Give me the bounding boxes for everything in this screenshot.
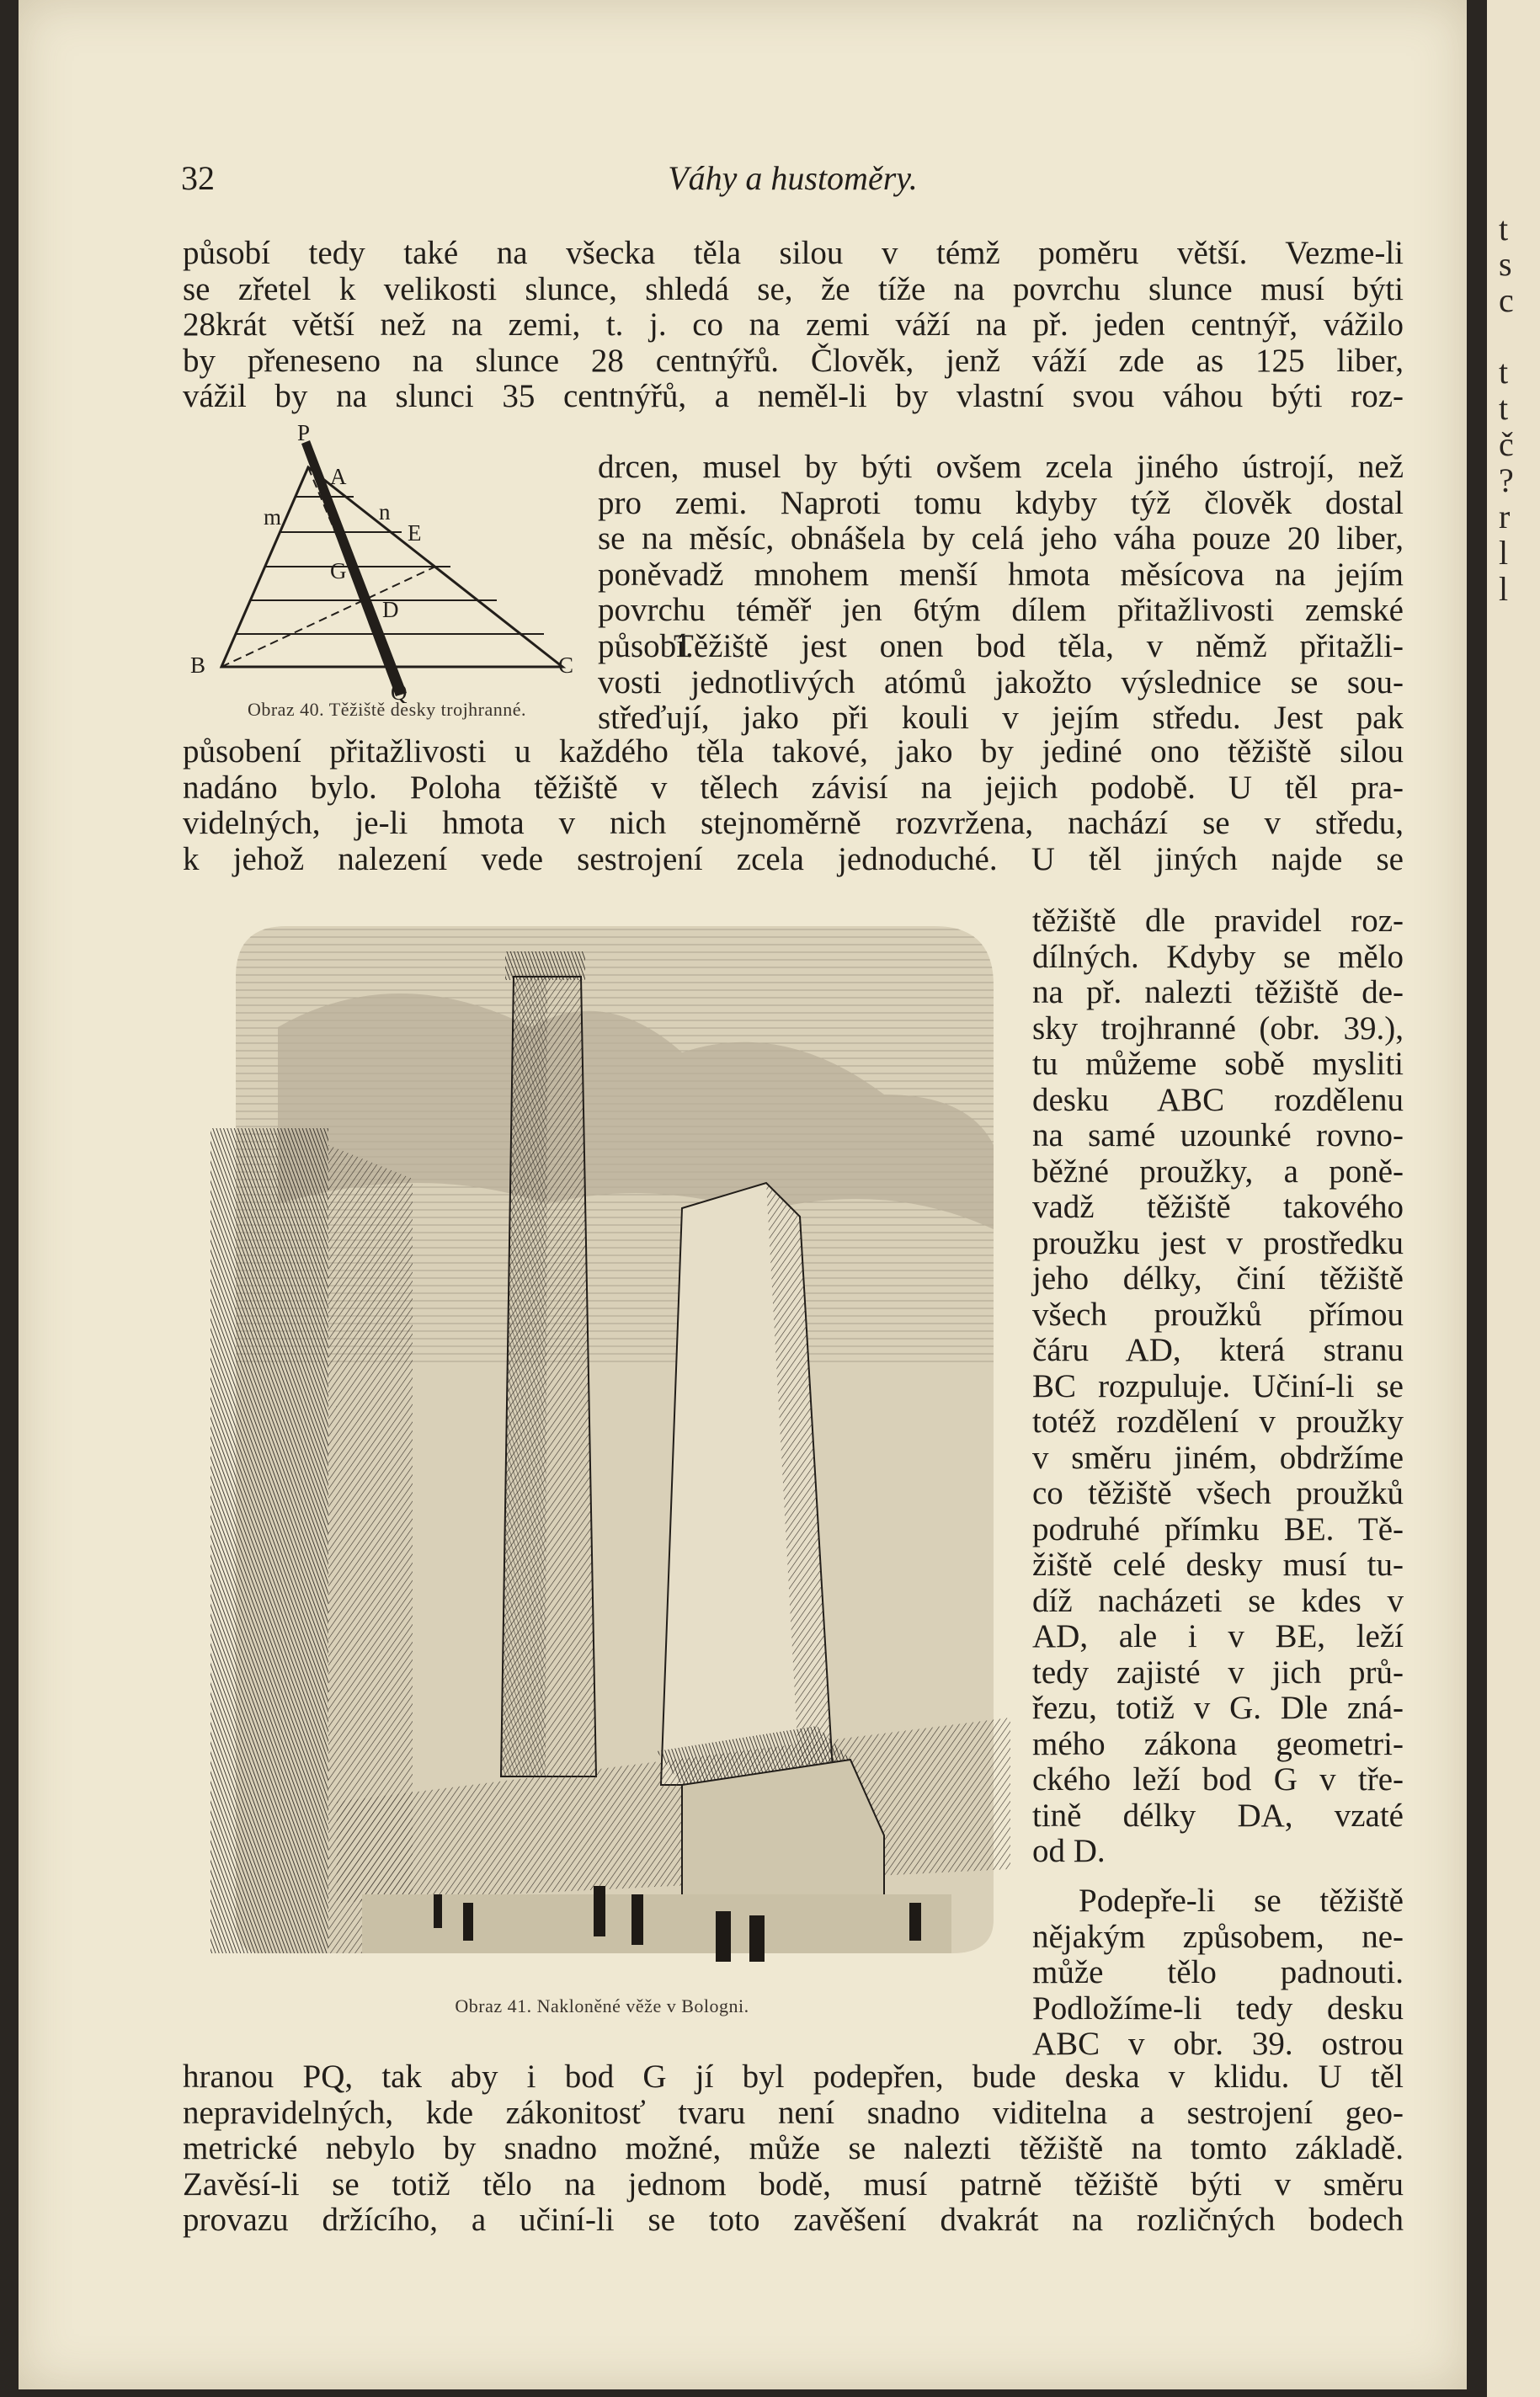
text-line: díž nacházeti se kdes v xyxy=(1032,1582,1404,1619)
text-line: proužku jest v prostředku xyxy=(1032,1224,1404,1261)
text-line: řezu, totiž v G. Dle zná- xyxy=(1032,1690,1404,1726)
text-line: může tělo padnouti. xyxy=(1032,1954,1404,1990)
facing-page-fragment: c xyxy=(1499,281,1514,319)
paragraph xyxy=(183,2059,1404,2239)
label-b: B xyxy=(190,653,206,678)
text-line: BC rozpuluje. Učiní-li se xyxy=(1032,1367,1404,1404)
text-line: Podepře-li se těžiště xyxy=(1079,1883,1404,1919)
text-line: se na měsíc, obnášela by celá jeho váha pouze 20 liber, xyxy=(598,520,1404,557)
label-e: E xyxy=(408,520,422,546)
facing-page-fragment: ? xyxy=(1499,461,1514,499)
text-line: drcen, musel by býti ovšem zcela jiného ústrojí, než xyxy=(598,449,1404,485)
paragraph xyxy=(183,734,1404,877)
tower-top xyxy=(505,951,585,980)
text-line: nadáno bylo. Poloha těžiště v tělech závisí na jejich podobě. U těl pra- xyxy=(183,769,1404,806)
piazza-ground xyxy=(362,1894,951,1953)
leaning-towers-engraving xyxy=(210,926,1010,1979)
text-line: čáru AD, která stranu xyxy=(1032,1332,1404,1368)
facing-page-fragment: l xyxy=(1499,534,1509,572)
facing-page-edge xyxy=(1487,0,1540,2397)
facing-page-fragment: č xyxy=(1499,425,1514,463)
text-line: se zřetel k velikosti slunce, shledá se, že tíže na povrchu slunce musí býti xyxy=(183,270,1404,307)
text-line: střeďují, jako při kouli v jejím středu. Jest pak xyxy=(598,700,1404,736)
text-line: Zavěsí-li se totiž tělo na jednom bodě, musí patrně těžiště býti v směru xyxy=(183,2165,1404,2203)
text-line: v směru jiném, obdržíme xyxy=(1032,1439,1404,1476)
text-line: vosti jednotlivých atómů jakožto výslednice se sou- xyxy=(598,663,1404,700)
text-line: všech proužků přímou xyxy=(1032,1296,1404,1333)
facing-page-fragment: t xyxy=(1499,210,1509,248)
text-line: sky trojhranné (obr. 39.), xyxy=(1032,1009,1404,1047)
label-g: G xyxy=(330,558,347,583)
text-line: co těžiště všech proužků xyxy=(1032,1475,1404,1511)
text-line: žiště celé desky musí tu- xyxy=(1032,1547,1404,1583)
text-line: ABC v obr. 39. ostrou xyxy=(1032,2026,1404,2062)
running-title: Váhy a hustoměry. xyxy=(668,159,918,197)
paragraph xyxy=(183,236,1404,415)
label-m: m xyxy=(264,504,282,530)
text-line: působí. xyxy=(598,627,694,664)
text-line: videlných, je-li hmota v nich stejnoměrně rozvržena, nachází se v středu, xyxy=(183,805,1404,841)
text-line: působí tedy také na všecka těla silou v témž poměru větší. Vezme-li xyxy=(183,235,1404,271)
text-line: podruhé přímku BE. Tě- xyxy=(1032,1510,1404,1547)
text-line: těžiště dle pravidel roz- xyxy=(1032,903,1404,939)
text-line: Podložíme-li tedy desku xyxy=(1032,1990,1404,2027)
text-line: hranou PQ, tak aby i bod G jí byl podepřen, bude deska v klidu. U těl xyxy=(183,2059,1404,2095)
label-d: D xyxy=(382,597,399,622)
paragraph xyxy=(1032,1883,1404,2063)
text-line: AD, ale i v BE, leží xyxy=(1032,1618,1404,1654)
text-line: vadž těžiště takového xyxy=(1032,1189,1404,1225)
text-line: povrchu téměř jen 6tým dílem přitažlivosti zemské xyxy=(598,592,1404,628)
text-line: desku ABC rozdělenu xyxy=(1032,1081,1404,1118)
facing-page-fragment: t xyxy=(1499,353,1509,391)
paragraph xyxy=(598,629,1404,737)
figure-caption: Obraz 40. Těžiště desky trojhranné. xyxy=(247,699,527,720)
text-line: mého zákona geometri- xyxy=(1032,1725,1404,1762)
text-line: působení přitažlivosti u každého těla takové, jako by jediné ono těžiště silou xyxy=(183,733,1404,770)
text-line: nějakým způsobem, ne- xyxy=(1032,1918,1404,1955)
text-line: tedy zajisté v jich prů- xyxy=(1032,1654,1404,1691)
label-q: Q xyxy=(391,679,408,703)
figure-caption: Obraz 41. Nakloněné věže v Bologni. xyxy=(455,1995,749,2016)
page-header xyxy=(181,158,1404,209)
text-line: jeho délky, činí těžiště xyxy=(1032,1260,1404,1297)
text-line: provazu držícího, a učiní-li se toto zavěšení dvakrát na rozličných bodech xyxy=(183,2202,1404,2238)
text-line: Těžiště jest onen bod těla, v němž přitažli- xyxy=(674,628,1404,664)
label-a: A xyxy=(330,464,347,489)
text-line: běžné proužky, a poně- xyxy=(1032,1153,1404,1190)
text-line: od D. xyxy=(1032,1833,1106,1869)
text-line: ckého leží bod G v tře- xyxy=(1032,1761,1404,1798)
left-building xyxy=(210,1128,328,1953)
text-line: by přeneseno na slunce 28 centnýřů. Člověk, jenž váží zde as 125 liber, xyxy=(183,342,1404,379)
page-number: 32 xyxy=(181,159,215,197)
text-line: vážil by na slunci 35 centnýřů, a neměl-li by vlastní svou váhou býti roz- xyxy=(183,378,1404,414)
triangle-diagram xyxy=(184,425,579,703)
facing-page-fragment: t xyxy=(1499,389,1509,427)
facing-page-fragment: r xyxy=(1499,498,1511,535)
text-line: tu můžeme sobě mysliti xyxy=(1032,1046,1404,1082)
text-line: na př. nalezti těžiště de- xyxy=(1032,974,1404,1010)
knife-edge-pq xyxy=(301,440,407,696)
text-line: na samé uzounké rovno- xyxy=(1032,1117,1404,1153)
text-line: metrické nebylo by snadno možné, může se nalezti těžiště na tomto základě. xyxy=(183,2130,1404,2166)
text-line: dílných. Kdyby se mělo xyxy=(1032,938,1404,975)
text-line: pro zemi. Naproti tomu kdyby týž člověk dostal xyxy=(598,484,1404,521)
label-n: n xyxy=(379,499,391,525)
paragraph xyxy=(1032,903,1404,1870)
label-c: C xyxy=(558,653,574,678)
label-p: P xyxy=(297,425,311,445)
facing-page-fragment: s xyxy=(1499,245,1512,283)
text-line: k jehož nalezení vede sestrojení zcela jednoduché. U těl jiných najde se xyxy=(183,840,1404,877)
text-line: 28krát větší než na zemi, t. j. co na zemi váží na př. jeden centnýř, vážilo xyxy=(183,306,1404,343)
facing-page-fragment: l xyxy=(1499,570,1509,608)
text-line: tině délky DA, vzaté xyxy=(1032,1797,1404,1834)
median-be xyxy=(221,567,435,667)
text-line: totéž rozdělení v proužky xyxy=(1032,1404,1404,1440)
text-line: nepravidelných, kde zákonitosť tvaru není snadno viditelna a sestrojení geo- xyxy=(183,2094,1404,2131)
text-line: poněvadž mnohem menší hmota měsícova na jejím xyxy=(598,556,1404,593)
